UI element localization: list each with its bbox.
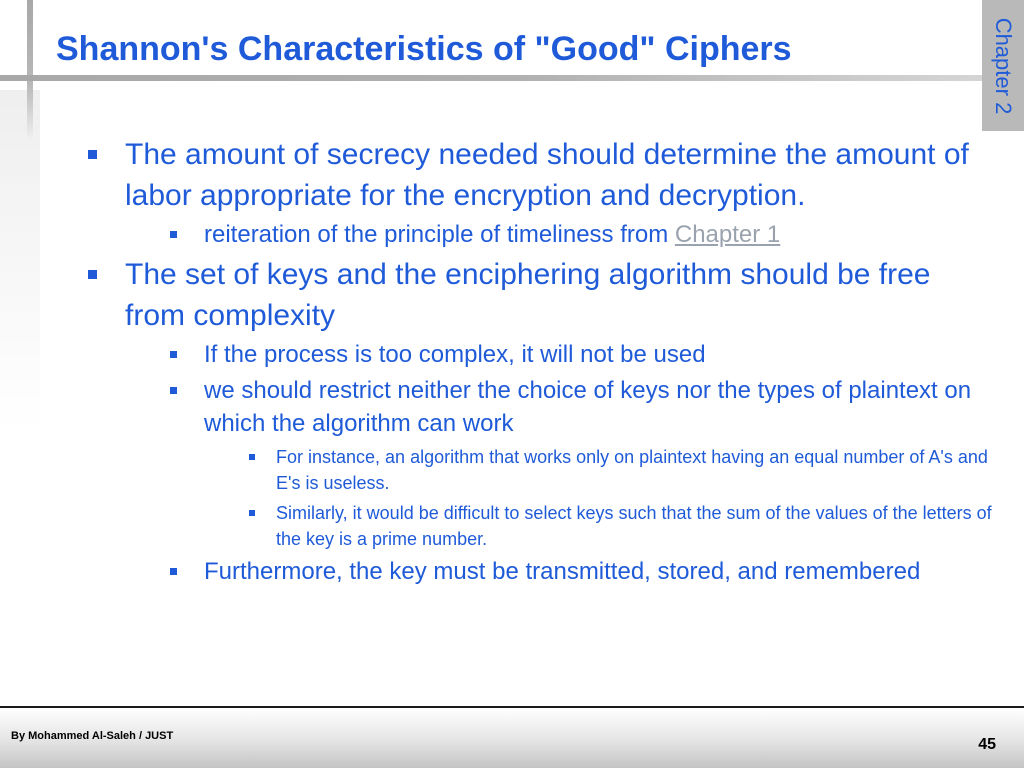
sub-sub-bullet-item (249, 500, 998, 552)
square-bullet-icon (170, 351, 177, 358)
square-bullet-icon (249, 510, 255, 516)
page-number: 45 (978, 736, 996, 753)
sub-bullet-text: Furthermore, the key must be transmitted, stored, and remembered (204, 558, 921, 585)
square-bullet-icon (88, 150, 97, 159)
square-bullet-icon (170, 231, 177, 238)
sub-sub-bullet-text: For instance, an algorithm that works only on plaintext having an equal number of A's and E's is useless. (276, 447, 988, 493)
sub-sub-bullet-item (249, 444, 998, 496)
vertical-rule (27, 0, 33, 140)
sub-bullet-item (170, 338, 998, 371)
slide-title: Shannon's Characteristics of "Good" Ciphers (56, 30, 792, 68)
chapter-tab-label: Chapter 2 (991, 17, 1016, 114)
bullet-item (88, 254, 998, 588)
footer-divider (0, 706, 1024, 708)
sub-bullet-text: reiteration of the principle of timeliness from (204, 221, 675, 248)
chapter-tab (982, 0, 1024, 131)
square-bullet-icon (88, 270, 97, 279)
square-bullet-icon (170, 387, 177, 394)
sub-sub-bullet-text: Similarly, it would be difficult to select keys such that the sum of the values of the letters of the key is a prime number. (276, 503, 992, 549)
square-bullet-icon (249, 454, 255, 460)
bullet-list (88, 134, 998, 588)
sub-bullet-item (170, 374, 998, 552)
sub-sub-bullet-list (249, 444, 998, 552)
left-fade-decoration (0, 90, 40, 430)
sub-bullet-item (170, 555, 998, 588)
sub-bullet-text: we should restrict neither the choice of keys nor the types of plaintext on which the algorithm can work (204, 377, 972, 437)
sub-bullet-list (170, 338, 998, 588)
square-bullet-icon (170, 568, 177, 575)
sub-bullet-text: If the process is too complex, it will not be used (204, 341, 706, 368)
bullet-text: The amount of secrecy needed should determine the amount of labor appropriate for the encryption and decryption. (125, 138, 969, 212)
sub-bullet-item (170, 218, 998, 251)
sub-bullet-list (170, 218, 998, 251)
bullet-item (88, 134, 998, 251)
chapter-1-link[interactable]: Chapter 1 (674, 221, 781, 248)
bullet-text: The set of keys and the enciphering algorithm should be free from complexity (125, 258, 931, 332)
slide-body (88, 134, 998, 591)
footer-author: By Mohammed Al-Saleh / JUST (11, 730, 174, 742)
horizontal-rule (0, 75, 1024, 81)
